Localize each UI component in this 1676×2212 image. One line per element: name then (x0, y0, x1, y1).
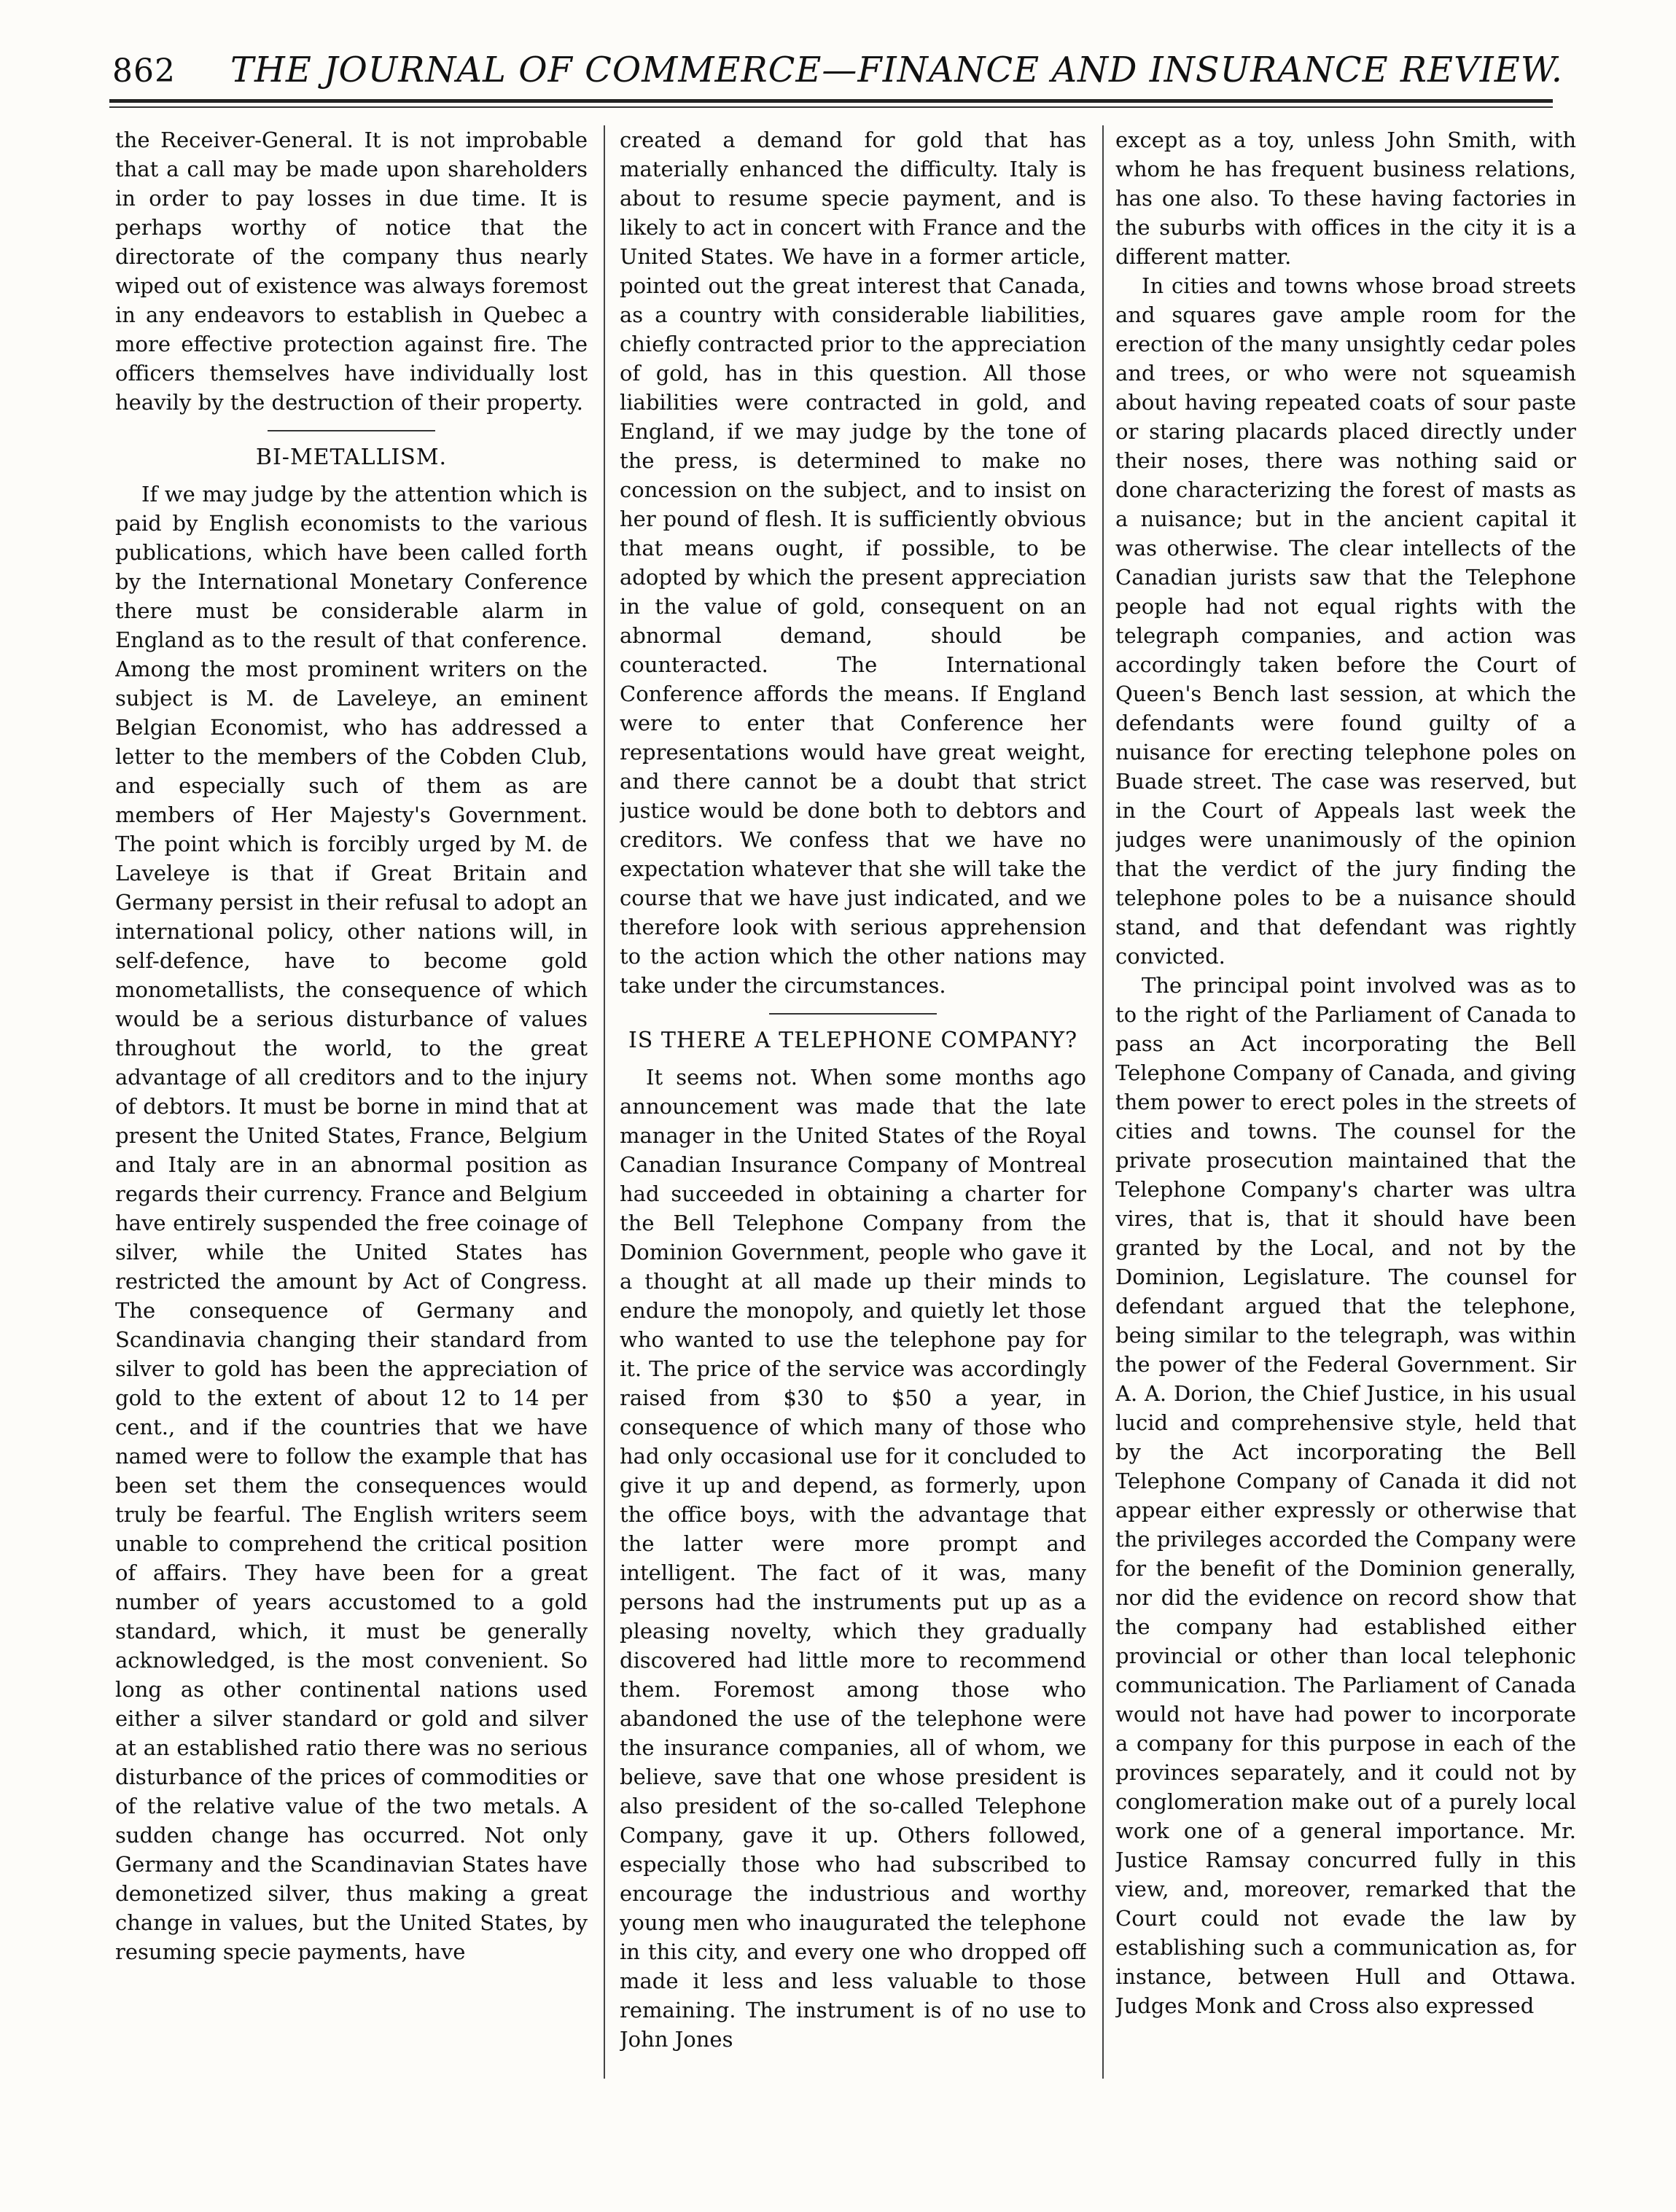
column-3 (1115, 125, 1576, 2086)
running-title: THE JOURNAL OF COMMERCE—FINANCE AND INSURANCE REVIEW. (230, 50, 1563, 90)
cities-paragraph: In cities and towns whose broad streets and squares gave ample room for the erection of the many unsightly cedar poles and trees, or who were not squeamish about having repeated coats of sour paste or staring placards placed directly under their noses, there was nothing said or done characterizing the forest of masts as a nuisance; but in the ancient capital it was otherwise. The clear intellects of the Canadian jurists saw that the Telephone people had not equal rights with the telegraph companies, and action was accordingly taken before the Court of Queen's Bench last session, at which the defendants were found guilty of a nuisance for erecting telephone poles on Buade street. The case was reserved, but in the Court of Appeals last week the judges were unanimously of the opinion that the verdict of the jury finding the telephone poles to be a nuisance should stand, and that defendant was rightly convicted. (1115, 273, 1576, 969)
column-1 (115, 125, 588, 2086)
column-divider-left (604, 125, 605, 2079)
telephone-continued: except as a toy, unless John Smith, with whom he has frequent business relations, has one also. To these having factories in the suburbs with offices in the city it is a different matter. (1115, 128, 1576, 269)
bimetallism-paragraph: If we may judge by the attention which is paid by English economists to the various publications, which have been called forth by the International Monetary Conference there must be considerable alarm in England as to the result of that conference. Among the most prominent writers on the subject is M. de Laveleye, an eminent Belgian Economist, who has addressed a letter to the members of the Cobden Club, and especially such of them as are members of Her Majesty's Government. The point which is forcibly urged by M. de Laveleye is that if Great Britain and Germany persist in their refusal to adopt an international policy, other nations will, in self-defence, have to become gold monometallists, the consequence of which would be a serious disturbance of values throughout the world, to the great advantage of all creditors and to the injury of debtors. It must be borne in mind that at present the United States, France, Belgium and Italy are in an abnormal position as regards their currency. France and Belgium have entirely suspended the free coinage of silver, while the United States has restricted the amount by Act of Congress. The consequence of Germany and Scandinavia changing their standard from silver to gold has been the appreciation of gold to the extent of about 12 to 14 per cent., and if the countries that we have named were to follow the example that has been set them the consequences would truly be fearful. The English writers seem unable to comprehend the critical position of affairs. They have been for a great number of years accustomed to a gold standard, which, it must be generally acknowledged, is the most convenient. So long as other continental nations used either a silver standard or gold and silver at an established ratio there was no serious disturbance of the prices of commodities or of the relative value of the two metals. A sudden change has occurred. Not only Germany and the Scandinavian States have demonetized silver, thus making a great change in values, but the United States, by resuming specie payments, have (115, 482, 588, 1964)
article-separator (268, 430, 435, 431)
principal-point-paragraph: The principal point involved was as to to the right of the Parliament of Canada to pass an Act incorporating the Bell Telephone Company of Canada, and giving them power to erect poles in the streets of cities and towns. The counsel for the private prosecution maintained that the Telephone Company's charter was ultra vires, that is, that it should have been granted by the Local, and not by the Dominion, Legislature. The counsel for defendant argued that the telephone, being similar to the telegraph, was within the power of the Federal Government. Sir A. A. Dorion, the Chief Justice, in his usual lucid and comprehensive style, held that by the Act incorporating the Bell Telephone Company of Canada it did not appear either expressly or otherwise that the privileges accorded the Company were for the benefit of the Dominion generally, nor did the evidence on record show that the company had established either provincial or other than local telephonic communication. The Parliament of Canada would not have had power to incorporate a company for this purpose in each of the provinces separately, and it could not by conglomeration make out of a purely local work one of a general importance. Mr. Justice Ramsay concurred fully in this view, and, moreover, remarked that the Court could not evade the law by establishing such a communication as, for instance, between Hull and Ottawa. Judges Monk and Cross also expressed (1115, 973, 1576, 2018)
bimetallism-continued: created a demand for gold that has materially enhanced the difficulty. Italy is about to resume specie payment, and is likely to act in concert with France and the United States. We have in a former article, pointed out the great interest that Canada, as a country with considerable liabilities, chiefly contracted prior to the appreciation of gold, has in this question. All those liabilities were contracted in gold, and England, if we may judge by the tone of the press, is determined to make no concession on the subject, and to insist on her pound of flesh. It is sufficiently obvious that means ought, if possible, to be adopted by which the present appreciation in the value of gold, consequent on an abnormal demand, should be counteracted. The International Conference affords the means. If England were to enter that Conference her representations would have great weight, and there cannot be a doubt that strict justice would be done both to debtors and creditors. We confess that we have no expectation whatever that she will take the course that we have just indicated, and we therefore look with serious apprehension to the action which the other nations may take under the circumstances. (620, 128, 1086, 998)
telephone-paragraph: It seems not. When some months ago announcement was made that the late manager in the United States of the Royal Canadian Insurance Company of Montreal had succeeded in obtaining a charter for the Bell Telephone Company from the Dominion Government, people who gave it a thought at all made up their minds to endure the monopoly, and quietly let those who wanted to use the telephone pay for it. The price of the service was accordingly raised from $30 to $50 a year, in consequence of which many of those who had only occasional use for it concluded to give it up and depend, as formerly, upon the office boys, with the advantage that the latter were more prompt and intelligent. The fact of it was, many persons had the instruments put up as a pleasing novelty, which they gradually discovered had little more to recommend them. Foremost among those who abandoned the use of the telephone were the insurance companies, all of whom, we believe, save that one whose president is also president of the so-called Telephone Company, gave it up. Others followed, especially those who had subscribed to encourage the industrious and worthy young men who inaugurated the telephone in this city, and every one who dropped off made it less and less valuable to those remaining. The instrument is of no use to John Jones (620, 1065, 1086, 2052)
header-rule-thick (109, 99, 1553, 103)
bimetallism-heading: BI-METALLISM. (255, 445, 448, 470)
telephone-heading: IS THERE A TELEPHONE COMPANY? (628, 1028, 1078, 1053)
page-header (109, 47, 1567, 98)
column-divider-right (1102, 125, 1104, 2079)
column-2 (620, 125, 1086, 2086)
fire-article-ending: the Receiver-General. It is not improbable that a call may be made upon shareholders in order to pay losses in due time. It is perhaps worthy of notice that the directorate of the company thus nearly wiped out of existence was always foremost in any endeavors to establish in Quebec a more effective protection against fire. The officers themselves have individually lost heavily by the destruction of their property. (115, 128, 588, 415)
article-separator (769, 1013, 937, 1015)
page-number: 862 (112, 52, 176, 90)
header-rule-thin (109, 106, 1553, 108)
